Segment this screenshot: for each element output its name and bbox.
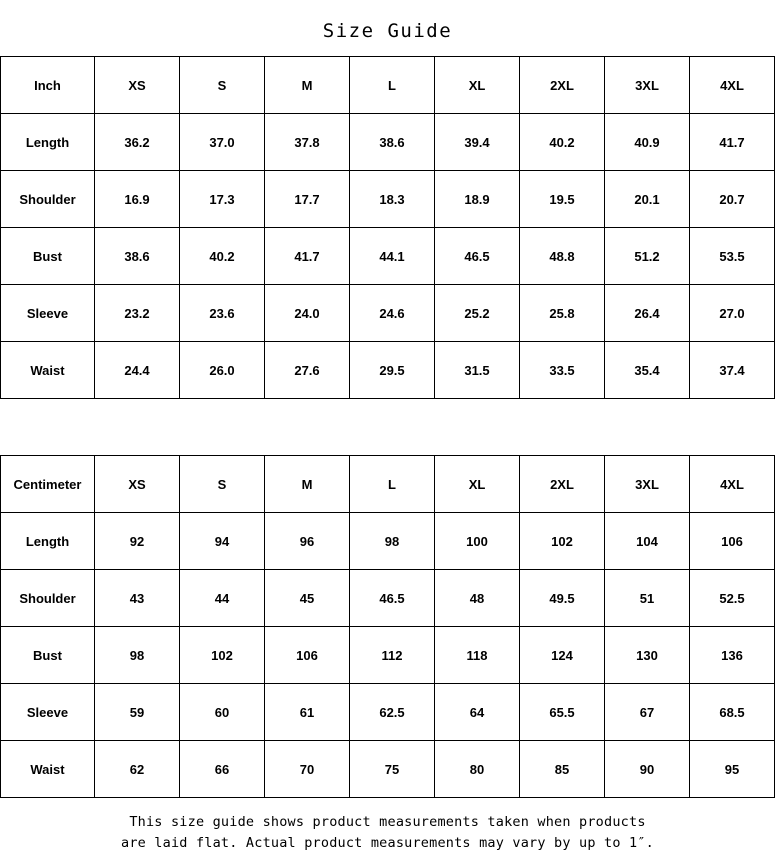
cell-value: 130 <box>605 627 690 684</box>
cell-value: 25.2 <box>435 285 520 342</box>
cell-value: 37.8 <box>265 114 350 171</box>
table-row <box>1 741 775 798</box>
cell-value: 68.5 <box>690 684 775 741</box>
size-header-3xl: 3XL <box>605 57 690 114</box>
cell-value: 95 <box>690 741 775 798</box>
table-row <box>1 285 775 342</box>
row-label-shoulder: Shoulder <box>1 171 95 228</box>
cell-value: 64 <box>435 684 520 741</box>
cell-value: 16.9 <box>95 171 180 228</box>
cell-value: 37.0 <box>180 114 265 171</box>
cell-value: 38.6 <box>95 228 180 285</box>
cell-value: 92 <box>95 513 180 570</box>
size-header-2xl: 2XL <box>520 456 605 513</box>
unit-label-inch: Inch <box>1 57 95 114</box>
cell-value: 23.6 <box>180 285 265 342</box>
size-header-m: M <box>265 456 350 513</box>
size-header-m: M <box>265 57 350 114</box>
cell-value: 19.5 <box>520 171 605 228</box>
cell-value: 51 <box>605 570 690 627</box>
cell-value: 17.7 <box>265 171 350 228</box>
cell-value: 61 <box>265 684 350 741</box>
inch-size-table <box>0 56 775 399</box>
table-row <box>1 570 775 627</box>
size-header-xl: XL <box>435 456 520 513</box>
cell-value: 36.2 <box>95 114 180 171</box>
cell-value: 75 <box>350 741 435 798</box>
cell-value: 24.0 <box>265 285 350 342</box>
cell-value: 67 <box>605 684 690 741</box>
table-header-row <box>1 57 775 114</box>
size-header-s: S <box>180 456 265 513</box>
table-row <box>1 171 775 228</box>
table-row <box>1 342 775 399</box>
cell-value: 37.4 <box>690 342 775 399</box>
cell-value: 27.0 <box>690 285 775 342</box>
table-header-row <box>1 456 775 513</box>
row-label-sleeve: Sleeve <box>1 684 95 741</box>
cell-value: 85 <box>520 741 605 798</box>
size-header-l: L <box>350 456 435 513</box>
cell-value: 112 <box>350 627 435 684</box>
cell-value: 106 <box>265 627 350 684</box>
cell-value: 100 <box>435 513 520 570</box>
cell-value: 52.5 <box>690 570 775 627</box>
row-label-waist: Waist <box>1 342 95 399</box>
size-header-s: S <box>180 57 265 114</box>
cell-value: 43 <box>95 570 180 627</box>
cell-value: 94 <box>180 513 265 570</box>
cell-value: 35.4 <box>605 342 690 399</box>
size-header-2xl: 2XL <box>520 57 605 114</box>
row-label-shoulder: Shoulder <box>1 570 95 627</box>
cell-value: 44.1 <box>350 228 435 285</box>
cell-value: 80 <box>435 741 520 798</box>
cell-value: 98 <box>350 513 435 570</box>
size-header-xs: XS <box>95 57 180 114</box>
row-label-waist: Waist <box>1 741 95 798</box>
cell-value: 62 <box>95 741 180 798</box>
cell-value: 53.5 <box>690 228 775 285</box>
cell-value: 49.5 <box>520 570 605 627</box>
table-row <box>1 513 775 570</box>
cell-value: 33.5 <box>520 342 605 399</box>
cell-value: 102 <box>520 513 605 570</box>
cell-value: 102 <box>180 627 265 684</box>
cell-value: 18.9 <box>435 171 520 228</box>
cell-value: 48.8 <box>520 228 605 285</box>
cell-value: 41.7 <box>265 228 350 285</box>
cell-value: 124 <box>520 627 605 684</box>
cell-value: 40.2 <box>180 228 265 285</box>
cell-value: 41.7 <box>690 114 775 171</box>
cell-value: 26.0 <box>180 342 265 399</box>
cell-value: 44 <box>180 570 265 627</box>
note-line-1: This size guide shows product measurements taken when products <box>129 814 646 830</box>
cell-value: 18.3 <box>350 171 435 228</box>
page-title: Size Guide <box>322 20 453 42</box>
cell-value: 25.8 <box>520 285 605 342</box>
table-separator <box>0 399 775 455</box>
centimeter-size-table <box>0 455 775 798</box>
cell-value: 104 <box>605 513 690 570</box>
size-header-l: L <box>350 57 435 114</box>
cell-value: 24.6 <box>350 285 435 342</box>
cell-value: 40.9 <box>605 114 690 171</box>
cell-value: 106 <box>690 513 775 570</box>
cell-value: 24.4 <box>95 342 180 399</box>
cell-value: 39.4 <box>435 114 520 171</box>
cell-value: 62.5 <box>350 684 435 741</box>
cell-value: 40.2 <box>520 114 605 171</box>
size-header-4xl: 4XL <box>690 57 775 114</box>
cell-value: 26.4 <box>605 285 690 342</box>
cell-value: 17.3 <box>180 171 265 228</box>
cell-value: 66 <box>180 741 265 798</box>
cell-value: 118 <box>435 627 520 684</box>
size-header-xl: XL <box>435 57 520 114</box>
row-label-length: Length <box>1 114 95 171</box>
cell-value: 20.7 <box>690 171 775 228</box>
cell-value: 60 <box>180 684 265 741</box>
cell-value: 46.5 <box>435 228 520 285</box>
table-row <box>1 228 775 285</box>
cell-value: 96 <box>265 513 350 570</box>
note-line-2: are laid flat. Actual product measurements may vary by up to 1″. <box>121 834 654 851</box>
cell-value: 45 <box>265 570 350 627</box>
cell-value: 90 <box>605 741 690 798</box>
size-header-3xl: 3XL <box>605 456 690 513</box>
size-guide-note <box>0 798 775 854</box>
cell-value: 20.1 <box>605 171 690 228</box>
cell-value: 38.6 <box>350 114 435 171</box>
cell-value: 48 <box>435 570 520 627</box>
size-header-xs: XS <box>95 456 180 513</box>
cell-value: 98 <box>95 627 180 684</box>
size-header-4xl: 4XL <box>690 456 775 513</box>
cell-value: 29.5 <box>350 342 435 399</box>
row-label-sleeve: Sleeve <box>1 285 95 342</box>
cell-value: 31.5 <box>435 342 520 399</box>
cell-value: 23.2 <box>95 285 180 342</box>
table-row <box>1 114 775 171</box>
table-row <box>1 684 775 741</box>
cell-value: 27.6 <box>265 342 350 399</box>
cell-value: 65.5 <box>520 684 605 741</box>
row-label-bust: Bust <box>1 228 95 285</box>
table-row <box>1 627 775 684</box>
cell-value: 46.5 <box>350 570 435 627</box>
row-label-bust: Bust <box>1 627 95 684</box>
unit-label-centimeter: Centimeter <box>1 456 95 513</box>
cell-value: 51.2 <box>605 228 690 285</box>
cell-value: 59 <box>95 684 180 741</box>
row-label-length: Length <box>1 513 95 570</box>
cell-value: 136 <box>690 627 775 684</box>
cell-value: 70 <box>265 741 350 798</box>
